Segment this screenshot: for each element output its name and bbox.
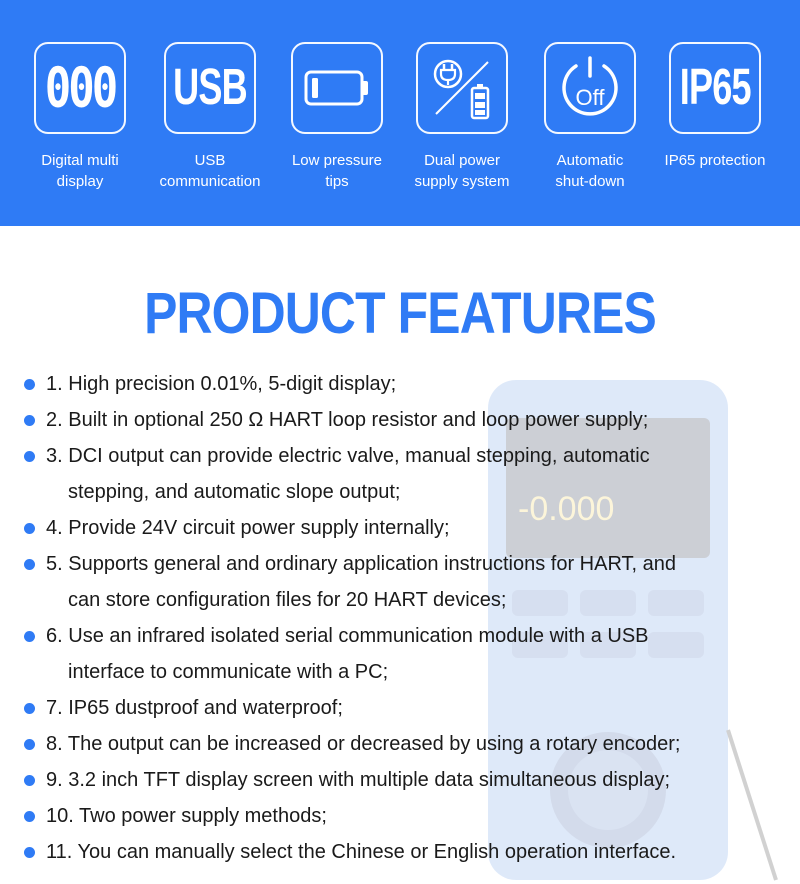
bullet-dot-icon bbox=[24, 739, 35, 750]
feature-caption: Automatic shut-down bbox=[555, 152, 625, 190]
bullet-dot-icon bbox=[24, 847, 35, 858]
feature-usb bbox=[147, 42, 273, 192]
bullet-dot-icon bbox=[24, 523, 35, 534]
feature-text: Supports general and ordinary application instructions for HART, and bbox=[68, 553, 677, 575]
feature-caption: IP65 protection bbox=[664, 152, 766, 169]
svg-text:-0.000: -0.000 bbox=[518, 490, 615, 528]
feature-text: 3.2 inch TFT display screen with multiple data simultaneous display; bbox=[68, 769, 671, 791]
feature-text: DCI output can provide electric valve, manual stepping, automatic bbox=[68, 445, 650, 467]
feature-number: 10. bbox=[46, 805, 74, 827]
feature-text: Two power supply methods; bbox=[79, 805, 327, 827]
feature-number: 8. bbox=[46, 733, 63, 755]
bullet-dot-icon bbox=[24, 415, 35, 426]
feature-caption: Digital multi display bbox=[41, 152, 119, 190]
bullet-dot-icon bbox=[24, 451, 35, 462]
feature-auto-shutdown bbox=[527, 42, 653, 192]
feature-list-item bbox=[18, 726, 788, 762]
dual-power-icon bbox=[416, 42, 508, 134]
ip65-icon: IP65 bbox=[669, 42, 761, 134]
feature-number: 11. bbox=[46, 841, 73, 863]
feature-number: 2. bbox=[46, 409, 63, 431]
feature-ip65 bbox=[652, 42, 778, 171]
feature-text: You can manually select the Chinese or English operation interface. bbox=[77, 841, 677, 863]
feature-text: stepping, and automatic slope output; bbox=[68, 481, 401, 503]
feature-text: IP65 dustproof and waterproof; bbox=[68, 697, 343, 719]
feature-list-item bbox=[18, 690, 788, 726]
feature-number: 4. bbox=[46, 517, 63, 539]
bullet-dot-icon bbox=[24, 811, 35, 822]
feature-caption: Low pressure tips bbox=[291, 152, 383, 190]
feature-banner bbox=[0, 0, 800, 226]
power-off-icon bbox=[544, 42, 636, 134]
feature-digital-display bbox=[17, 42, 143, 192]
feature-caption: USB communication bbox=[159, 152, 261, 190]
feature-list-item bbox=[18, 546, 788, 618]
feature-list bbox=[18, 366, 788, 870]
feature-number: 7. bbox=[46, 697, 63, 719]
feature-number: 6. bbox=[46, 625, 63, 647]
feature-text: Use an infrared isolated serial communication module with a USB bbox=[68, 625, 649, 647]
feature-list-item bbox=[18, 402, 788, 438]
svg-text:Off: Off bbox=[575, 85, 605, 110]
bullet-dot-icon bbox=[24, 631, 35, 642]
usb-icon: USB bbox=[164, 42, 256, 134]
battery-low-icon bbox=[291, 42, 383, 134]
feature-icon-row bbox=[0, 42, 800, 202]
bullet-dot-icon bbox=[24, 379, 35, 390]
feature-number: 3. bbox=[46, 445, 63, 467]
feature-text: Built in optional 250 Ω HART loop resistor and loop power supply; bbox=[68, 409, 649, 431]
feature-low-pressure bbox=[274, 42, 400, 192]
feature-text: can store configuration files for 20 HART devices; bbox=[68, 589, 507, 611]
feature-text: interface to communicate with a PC; bbox=[68, 661, 389, 683]
feature-list-item bbox=[18, 798, 788, 834]
feature-number: 1. bbox=[46, 373, 63, 395]
feature-list-item bbox=[18, 510, 788, 546]
feature-caption: Dual power supply system bbox=[414, 152, 510, 190]
feature-list-item bbox=[18, 834, 788, 870]
bullet-dot-icon bbox=[24, 703, 35, 714]
digital-display-icon: 000 bbox=[34, 42, 126, 134]
feature-list-item bbox=[18, 618, 788, 690]
feature-text: The output can be increased or decreased by using a rotary encoder; bbox=[67, 733, 681, 755]
feature-text: High precision 0.01%, 5-digit display; bbox=[68, 373, 397, 395]
feature-text: Provide 24V circuit power supply internally; bbox=[68, 517, 450, 539]
feature-list-item bbox=[18, 762, 788, 798]
page-title: PRODUCT FEATURES bbox=[144, 281, 656, 346]
feature-number: 5. bbox=[46, 553, 63, 575]
feature-list-item bbox=[18, 438, 788, 510]
bullet-dot-icon bbox=[24, 775, 35, 786]
feature-number: 9. bbox=[46, 769, 63, 791]
feature-dual-power bbox=[399, 42, 525, 192]
bullet-dot-icon bbox=[24, 559, 35, 570]
feature-list-item bbox=[18, 366, 788, 402]
